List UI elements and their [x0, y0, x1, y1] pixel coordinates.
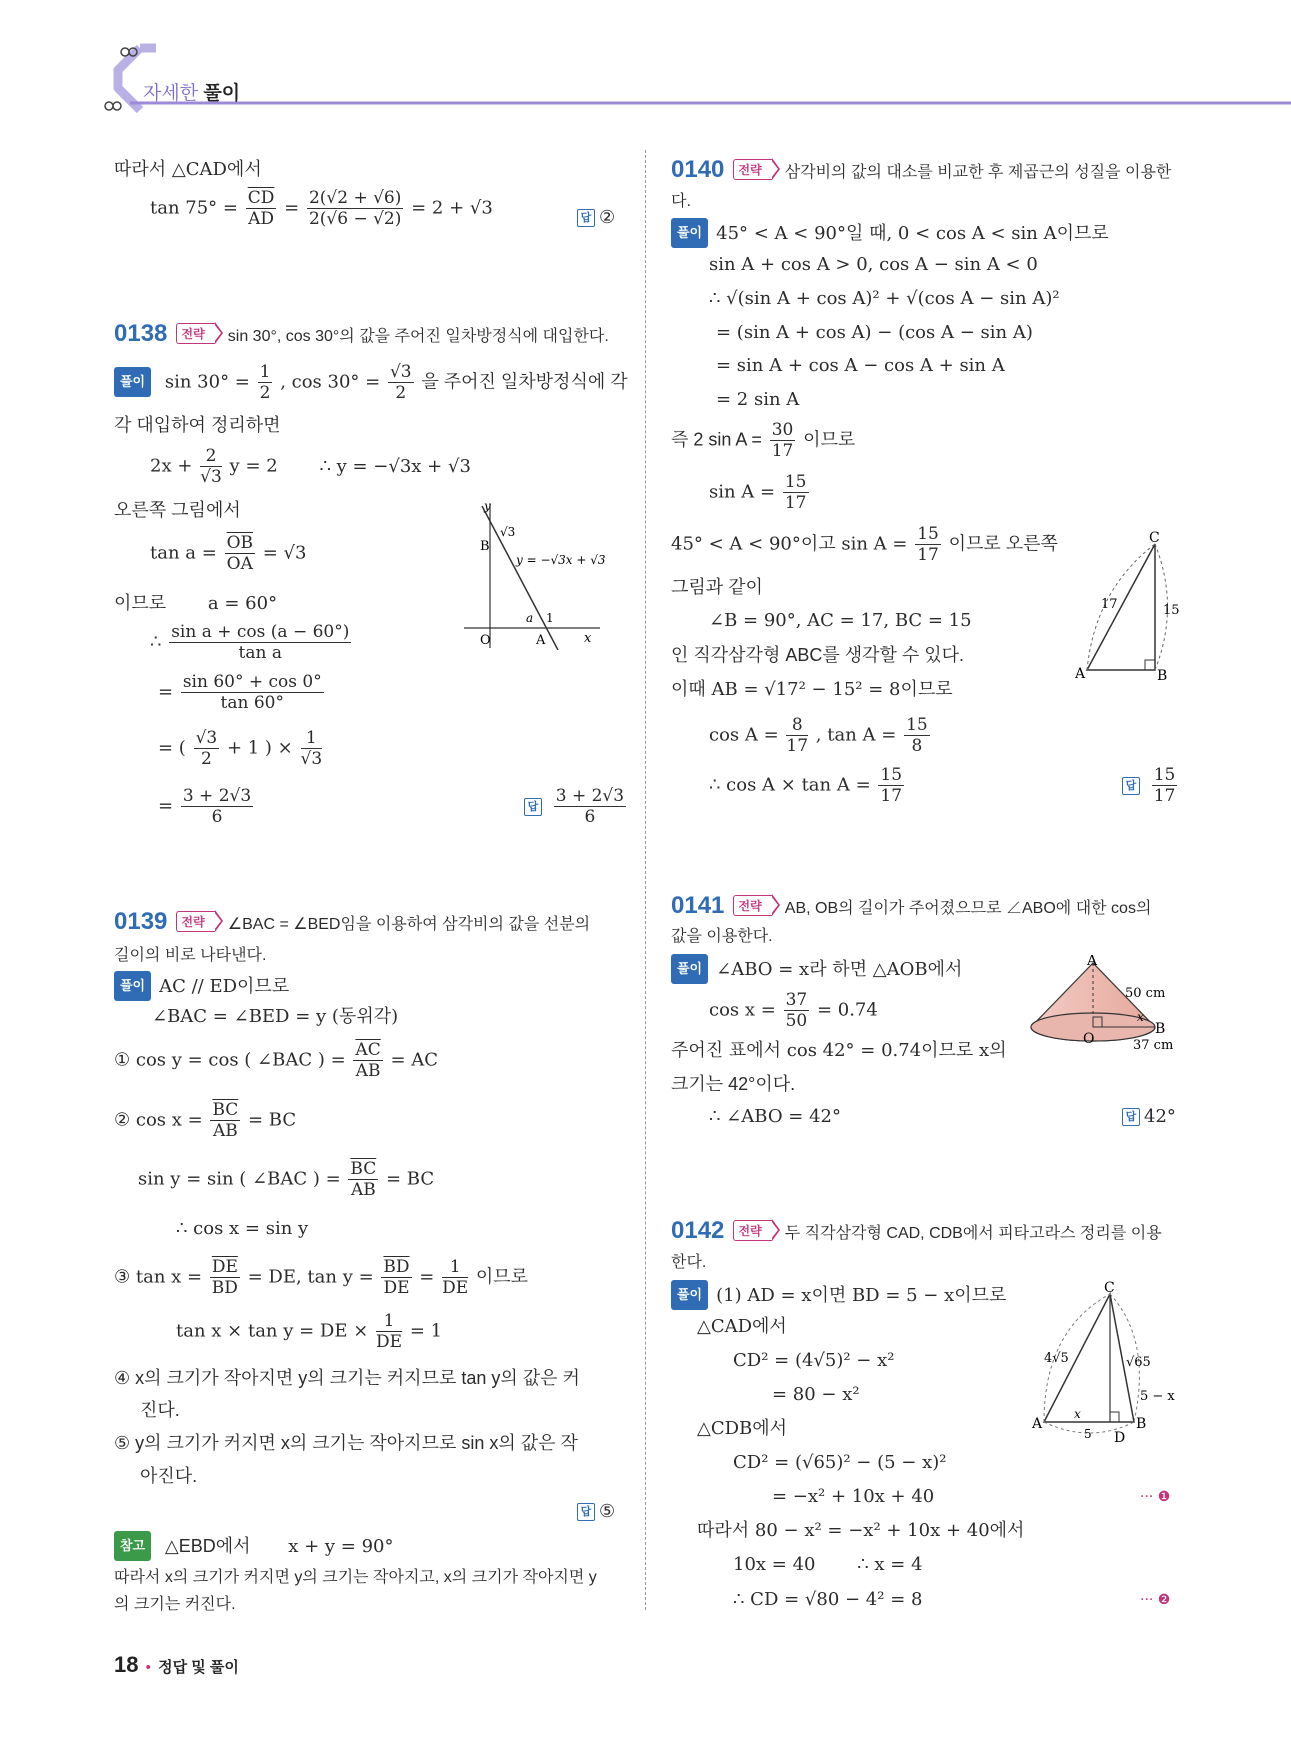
- answer-0139: 답 ⑤: [577, 1499, 615, 1525]
- answer-icon: 답: [524, 798, 542, 816]
- svg-text:B: B: [1155, 1021, 1166, 1037]
- p0141-line5: ∴ ∠ABO = 42°: [709, 1106, 842, 1127]
- svg-text:A: A: [536, 633, 546, 648]
- strategy-tag: 전략: [176, 911, 214, 932]
- p0139-item3: ③ tan x = $\frac{\overline{DE}}{BD}$ = DE, tan y = $\frac{\overline{BD}}{DE}$ = $\frac{1}{DE}$ 이므로: [114, 1257, 529, 1298]
- p0140-line2: sin A + cos A > 0, cos A − sin A < 0: [709, 254, 1038, 275]
- svg-text:A: A: [1032, 1416, 1043, 1432]
- figure-0140-triangle: [1075, 530, 1185, 690]
- p0140-line4: = (sin A + cos A) − (cos A − sin A): [716, 322, 1033, 343]
- header-ornament: [100, 40, 1291, 120]
- svg-text:15: 15: [1163, 603, 1180, 618]
- solution-badge: 풀이: [671, 954, 708, 984]
- svg-text:5 − x: 5 − x: [1140, 1389, 1175, 1404]
- svg-text:5: 5: [1084, 1427, 1092, 1441]
- svg-text:y: y: [484, 500, 491, 513]
- strategy-text: 삼각비의 값의 대소를 비교한 후 제곱근의 성질을 이용한: [784, 164, 1172, 181]
- intro-line: 따라서 △CAD에서: [114, 159, 262, 180]
- strategy-text: sin 30°, cos 30°의 값을 주어진 일차방정식에 대입한다.: [227, 328, 609, 345]
- figure-0142-triangle: [1030, 1280, 1190, 1450]
- problem-number: 0139: [114, 908, 168, 935]
- p0138-line5: tan a = $\frac{\overline{OB}}{OA}$ = √3: [150, 533, 307, 574]
- p0141-line4: 크기는 42°이다.: [671, 1074, 796, 1094]
- answer-0137: 답 ②: [577, 205, 615, 231]
- strategy-tag: 전략: [733, 895, 771, 916]
- p0138-line9: = ( $\frac{√3}{2}$ + 1 ) × $\frac{1}{√3}$: [158, 728, 323, 769]
- svg-text:x: x: [1137, 1010, 1144, 1024]
- problem-number: 0140: [671, 156, 725, 183]
- column-divider: [645, 150, 646, 1610]
- problem-0140-header: [671, 156, 1171, 184]
- p0140-line12: 인 직각삼각형 ABC를 생각할 수 있다.: [671, 645, 965, 665]
- figure-0138-graph: [460, 500, 620, 650]
- svg-text:D: D: [1114, 1430, 1126, 1446]
- p0139-line1: 풀이 AC // ED이므로: [114, 971, 289, 1001]
- p0139-strategy2: 길이의 비로 나타낸다.: [114, 947, 267, 964]
- solution-badge: 풀이: [671, 1280, 708, 1310]
- p0140-line9: 45° < A < 90°이고 sin A = $\frac{15}{17}$ 이므로 오른쪽: [671, 524, 1058, 565]
- p0139-note3: 의 크기는 커진다.: [114, 1596, 236, 1613]
- svg-text:√3: √3: [500, 525, 516, 539]
- ref-marker-1: ··· ❶: [1140, 1489, 1171, 1505]
- p0141-line1: 풀이 ∠ABO = x라 하면 △AOB에서: [671, 954, 962, 984]
- p0140-strategy2: 다.: [671, 193, 691, 210]
- solution-badge: 풀이: [114, 367, 151, 397]
- strategy-tag: 전략: [733, 1220, 771, 1241]
- svg-text:√65: √65: [1126, 1355, 1151, 1370]
- p0139-line2: ∠BAC = ∠BED = y (동위각): [152, 1006, 399, 1027]
- answer-icon: 답: [577, 209, 595, 227]
- p0139-note2: 따라서 x의 크기가 커지면 y의 크기는 작아지고, x의 크기가 작아지면 y: [114, 1569, 597, 1586]
- p0139-note1: 참고 △EBD에서 x + y = 90°: [114, 1531, 394, 1561]
- answer-0140: 답 $\frac{15}{17}$: [1122, 765, 1179, 806]
- p0142-line6: CD² = (√65)² − (5 − x)²: [733, 1452, 947, 1473]
- strategy-tag: 전략: [176, 323, 214, 344]
- p0139-item4a: ④ x의 크기가 작아지면 y의 크기는 커지므로 tan y의 값은 커: [114, 1368, 580, 1388]
- figure-0141-cone: [1025, 955, 1190, 1055]
- p0142-strategy2: 한다.: [671, 1254, 707, 1271]
- p0139-item5a: ⑤ y의 크기가 커지면 x의 크기는 작아지므로 sin x의 값은 작: [114, 1433, 578, 1453]
- answer-0141: 답 42°: [1122, 1104, 1176, 1130]
- header-title: [143, 78, 240, 105]
- page-footer: [114, 1652, 239, 1678]
- svg-text:A: A: [1075, 666, 1086, 682]
- svg-text:B: B: [1136, 1416, 1147, 1432]
- p0138-line7: ∴ $\frac{\text{sin a + cos (a − 60°)}}{\text{tan a}}$: [150, 622, 350, 663]
- answer-0138: 답 $\frac{3 + 2√3}{6}$: [524, 786, 628, 827]
- tan75-line: tan 75° = $\frac{\overline{CD}}{AD}$ = $\frac{2(√2 + √6)}{2(√6 - √2)}$ = 2 + √3: [150, 188, 493, 229]
- p0142-line2: △CAD에서: [697, 1316, 787, 1337]
- p0142-line10: ∴ CD = √80 − 4² = 8: [733, 1589, 923, 1610]
- svg-text:B: B: [480, 539, 490, 554]
- svg-text:37 cm: 37 cm: [1133, 1038, 1174, 1053]
- answer-icon: 답: [577, 1503, 595, 1521]
- p0140-line10: 그림과 같이: [671, 577, 763, 597]
- p0142-line5: △CDB에서: [697, 1418, 788, 1439]
- p0139-item2: ② cos x = $\frac{\overline{BC}}{AB}$ = BC: [114, 1100, 297, 1141]
- p0139-item1: ① cos y = cos ( ∠BAC ) = $\frac{\overline{AC}}{AB}$ = AC: [114, 1040, 439, 1081]
- svg-text:x: x: [1074, 1407, 1081, 1421]
- svg-text:A: A: [1087, 955, 1098, 969]
- ref-marker-2: ··· ❷: [1140, 1592, 1171, 1608]
- footer-label: 정답 및 풀이: [158, 1659, 239, 1676]
- problem-number: 0138: [114, 320, 168, 347]
- svg-text:a: a: [526, 611, 534, 625]
- p0138-line1: 풀이 sin 30° = $\frac{1}{2}$ , cos 30° = $\frac{√3}{2}$ 을 주어진 일차방정식에 각: [114, 362, 628, 403]
- svg-text:17: 17: [1101, 597, 1118, 612]
- p0139-item3-product: tan x × tan y = DE × $\frac{1}{DE}$ = 1: [176, 1311, 443, 1352]
- header-title-bold: 풀이: [203, 83, 241, 104]
- p0142-line8: 따라서 80 − x² = −x² + 10x + 40에서: [697, 1520, 1025, 1541]
- p0140-line3: ∴ √(sin A + cos A)² + √(cos A − sin A)²: [709, 288, 1060, 309]
- strategy-text: AB, OB의 길이가 주어졌으므로 ∠ABO에 대한 cos의: [784, 900, 1152, 917]
- problem-0141-header: [671, 892, 1151, 920]
- svg-text:C: C: [1149, 530, 1160, 546]
- p0140-line7: 즉 2 sin A = $\frac{30}{17}$ 이므로: [671, 420, 856, 461]
- p0141-line2: cos x = $\frac{37}{50}$ = 0.74: [709, 990, 878, 1031]
- strategy-text: 두 직각삼각형 CAD, CDB에서 피타고라스 정리를 이용: [784, 1225, 1162, 1242]
- note-badge: 참고: [114, 1531, 151, 1561]
- p0141-line3: 주어진 표에서 cos 42° = 0.74이므로 x의: [671, 1040, 1007, 1061]
- p0140-line11: ∠B = 90°, AC = 17, BC = 15: [709, 610, 972, 631]
- p0142-line7: = −x² + 10x + 40: [772, 1486, 935, 1507]
- p0142-line4: = 80 − x²: [772, 1384, 860, 1405]
- p0138-line4: 오른쪽 그림에서: [114, 500, 241, 520]
- answer-icon: 답: [1122, 777, 1140, 795]
- p0139-item2-therefore: ∴ cos x = sin y: [176, 1218, 309, 1239]
- solution-badge: 풀이: [114, 971, 151, 1001]
- p0140-line1: 풀이 45° < A < 90°일 때, 0 < cos A < sin A이므로: [671, 218, 1109, 248]
- p0140-line15: ∴ cos A × tan A = $\frac{15}{17}$: [709, 765, 903, 806]
- p0140-line14: cos A = $\frac{8}{17}$ , tan A = $\frac{15}{8}$: [709, 715, 928, 756]
- problem-0139-header: [114, 908, 590, 936]
- svg-text:x: x: [584, 631, 592, 646]
- svg-text:O: O: [1083, 1031, 1095, 1047]
- problem-number: 0141: [671, 892, 725, 919]
- p0138-line2: 각 대입하여 정리하면: [114, 415, 281, 435]
- header-title-light: 자세한: [143, 83, 199, 104]
- solution-badge: 풀이: [671, 218, 708, 248]
- problem-0138-header: [114, 320, 609, 348]
- p0139-item4b: 진다.: [140, 1400, 180, 1420]
- svg-text:4√5: 4√5: [1044, 1351, 1069, 1366]
- p0142-line1: 풀이 (1) AD = x이면 BD = 5 − x이므로: [671, 1280, 1006, 1310]
- footer-dot: •: [145, 1659, 151, 1676]
- p0139-item5b: 아진다.: [140, 1466, 198, 1486]
- svg-text:1: 1: [546, 611, 554, 625]
- problem-number: 0142: [671, 1217, 725, 1244]
- p0140-line13: 이때 AB = √17² − 15² = 8이므로: [671, 679, 953, 700]
- problem-0142-header: [671, 1217, 1162, 1245]
- p0138-line3: 2x + $\frac{2}{√3}$ y = 2 ∴ y = −√3x + √3: [150, 446, 471, 487]
- strategy-tag: 전략: [733, 159, 771, 180]
- strategy-text: ∠BAC = ∠BED임을 이용하여 삼각비의 값을 선분의: [227, 916, 591, 933]
- p0140-line5: = sin A + cos A − cos A + sin A: [716, 355, 1005, 376]
- p0139-item2-sin: sin y = sin ( ∠BAC ) = $\frac{\overline{BC}}{AB}$ = BC: [138, 1159, 435, 1200]
- p0140-line6: = 2 sin A: [716, 389, 800, 410]
- svg-text:y = −√3x + √3: y = −√3x + √3: [516, 553, 606, 567]
- p0142-line9: 10x = 40 ∴ x = 4: [733, 1554, 923, 1575]
- svg-text:O: O: [480, 633, 491, 648]
- svg-text:50 cm: 50 cm: [1125, 986, 1166, 1001]
- page-number: 18: [114, 1652, 139, 1677]
- svg-text:B: B: [1157, 668, 1168, 684]
- svg-text:C: C: [1104, 1280, 1115, 1296]
- answer-icon: 답: [1122, 1108, 1140, 1126]
- p0141-strategy2: 값을 이용한다.: [671, 928, 773, 945]
- p0140-line8: sin A = $\frac{15}{17}$: [709, 472, 807, 513]
- p0138-line6: 이므로 a = 60°: [114, 593, 278, 614]
- p0138-line10: = $\frac{3 + 2√3}{6}$: [158, 786, 252, 827]
- p0138-line8: = $\frac{\sin 60^\circ + \cos 0^\circ}{\tan 60^\circ}$: [158, 672, 322, 713]
- p0142-line3: CD² = (4√5)² − x²: [733, 1350, 895, 1371]
